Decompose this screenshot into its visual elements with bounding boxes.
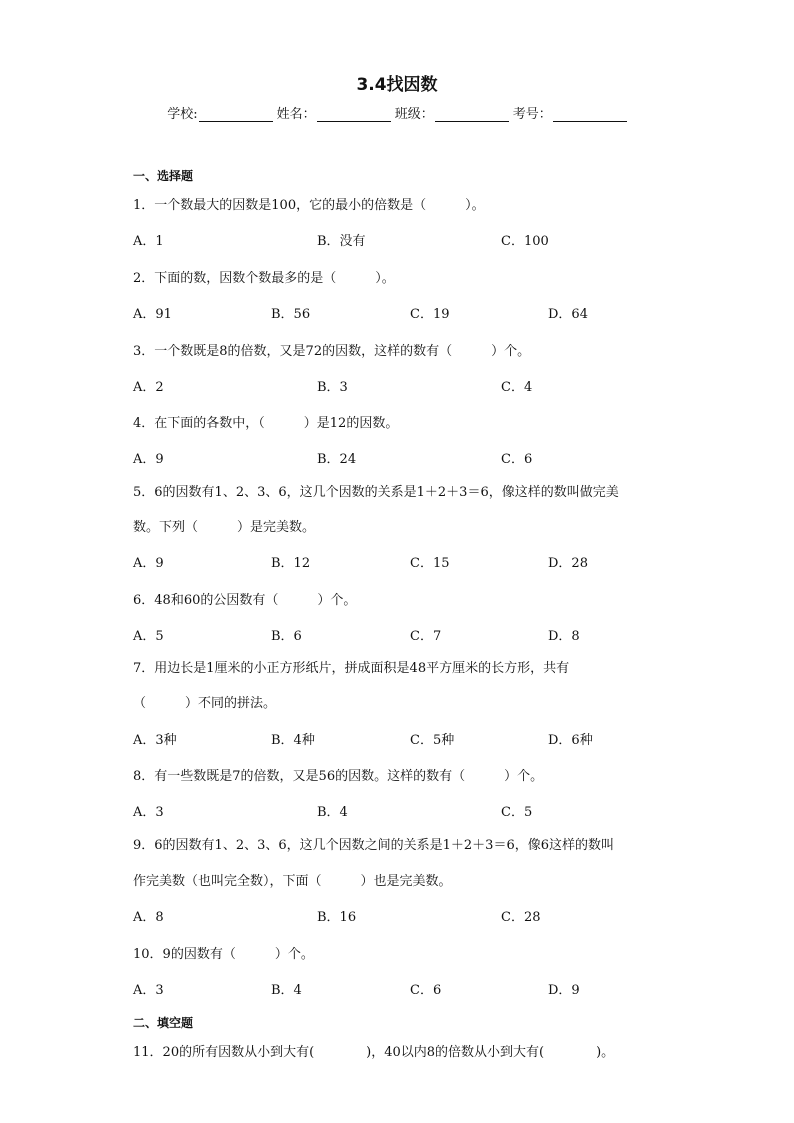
question-10-option-c[interactable]: C．6 [410, 983, 442, 998]
question-7-option-b[interactable]: B．4种 [271, 733, 315, 748]
section-heading-fill: 二、填空题 [133, 1016, 194, 1030]
question-2-option-c[interactable]: C．19 [410, 307, 450, 322]
name-label: 姓名： [276, 107, 316, 122]
question-8-text: 8．有一些数既是7的倍数，又是56的因数。这样的数有（ ）个。 [133, 769, 544, 784]
question-2-text: 2．下面的数，因数个数最多的是（ ）。 [133, 271, 395, 286]
question-6-option-d[interactable]: D．8 [548, 629, 580, 644]
question-10-text: 10．9的因数有（ ）个。 [133, 947, 314, 962]
question-9-option-b[interactable]: B．16 [317, 910, 357, 925]
question-11-text: 11．20的所有因数从小到大有( )，40以内8的倍数从小到大有( )。 [133, 1045, 615, 1060]
question-7-options [133, 732, 673, 750]
question-7-option-a[interactable]: A．3种 [133, 733, 177, 748]
question-7-option-c[interactable]: C．5种 [410, 733, 455, 748]
question-6-option-c[interactable]: C．7 [410, 629, 442, 644]
question-8-option-b[interactable]: B．4 [317, 805, 348, 820]
page-title: 3.4找因数 [356, 75, 438, 95]
question-4-option-c[interactable]: C．6 [501, 452, 533, 467]
exam-number-field [513, 103, 627, 122]
student-info-row [0, 103, 794, 122]
question-5-option-b[interactable]: B．12 [271, 556, 311, 571]
question-3-options [133, 379, 673, 397]
question-2-option-b[interactable]: B．56 [271, 307, 311, 322]
school-label: 学校: [167, 107, 198, 122]
question-7-text-line-1: 7．用边长是1厘米的小正方形纸片，拼成面积是48平方厘米的长方形，共有 [133, 661, 570, 676]
question-5-text-line-1: 5．6的因数有1、2、3、6，这几个因数的关系是1＋2＋3＝6，像这样的数叫做完美 [133, 485, 619, 500]
question-7-text-line-2: （ ）不同的拼法。 [133, 696, 277, 711]
name-blank[interactable] [317, 107, 391, 122]
question-10-option-b[interactable]: B．4 [271, 983, 302, 998]
question-4-text: 4．在下面的各数中，（ ）是12的因数。 [133, 416, 399, 431]
question-1-option-a[interactable]: A．1 [133, 234, 164, 249]
class-label: 班级： [394, 107, 434, 122]
question-6-text: 6．48和60的公因数有（ ）个。 [133, 593, 357, 608]
question-1-options [133, 233, 673, 251]
question-10-option-d[interactable]: D．9 [548, 983, 580, 998]
question-2-options [133, 306, 673, 324]
question-3-option-b[interactable]: B．3 [317, 380, 348, 395]
question-3-option-c[interactable]: C．4 [501, 380, 533, 395]
question-5-option-d[interactable]: D．28 [548, 556, 588, 571]
question-5-option-a[interactable]: A．9 [133, 556, 164, 571]
question-7-option-d[interactable]: D．6种 [548, 733, 593, 748]
question-2-option-d[interactable]: D．64 [548, 307, 588, 322]
question-2-option-a[interactable]: A．91 [133, 307, 172, 322]
school-blank[interactable] [199, 107, 273, 122]
question-1-option-c[interactable]: C．100 [501, 234, 549, 249]
question-6-option-b[interactable]: B．6 [271, 629, 302, 644]
question-4-options [133, 451, 673, 469]
question-6-option-a[interactable]: A．5 [133, 629, 164, 644]
question-1-text: 1．一个数最大的因数是100，它的最小的倍数是（ ）。 [133, 198, 485, 213]
question-9-options [133, 909, 673, 927]
class-field [395, 103, 509, 122]
exam-number-label: 考号： [512, 107, 552, 122]
question-9-option-a[interactable]: A．8 [133, 910, 164, 925]
question-10-options [133, 982, 673, 1000]
question-9-text-line-2: 作完美数（也叫完全数），下面（ ）也是完美数。 [133, 874, 452, 889]
exam-number-blank[interactable] [553, 107, 627, 122]
question-6-options [133, 628, 673, 646]
school-field [167, 103, 272, 122]
name-field [277, 103, 391, 122]
question-3-option-a[interactable]: A．2 [133, 380, 164, 395]
question-9-text-line-1: 9．6的因数有1、2、3、6，这几个因数之间的关系是1＋2＋3＝6，像6这样的数叫 [133, 838, 614, 853]
question-3-text: 3．一个数既是8的倍数，又是72的因数，这样的数有（ ）个。 [133, 344, 531, 359]
question-5-options [133, 555, 673, 573]
question-4-option-a[interactable]: A．9 [133, 452, 164, 467]
section-heading-choice: 一、选择题 [133, 169, 194, 183]
question-10-option-a[interactable]: A．3 [133, 983, 164, 998]
question-8-options [133, 804, 673, 822]
question-1-option-b[interactable]: B．没有 [317, 234, 366, 249]
question-4-option-b[interactable]: B．24 [317, 452, 357, 467]
question-9-option-c[interactable]: C．28 [501, 910, 541, 925]
class-blank[interactable] [435, 107, 509, 122]
question-8-option-c[interactable]: C．5 [501, 805, 533, 820]
question-5-option-c[interactable]: C．15 [410, 556, 450, 571]
question-8-option-a[interactable]: A．3 [133, 805, 164, 820]
question-5-text-line-2: 数。下列（ ）是完美数。 [133, 520, 316, 535]
